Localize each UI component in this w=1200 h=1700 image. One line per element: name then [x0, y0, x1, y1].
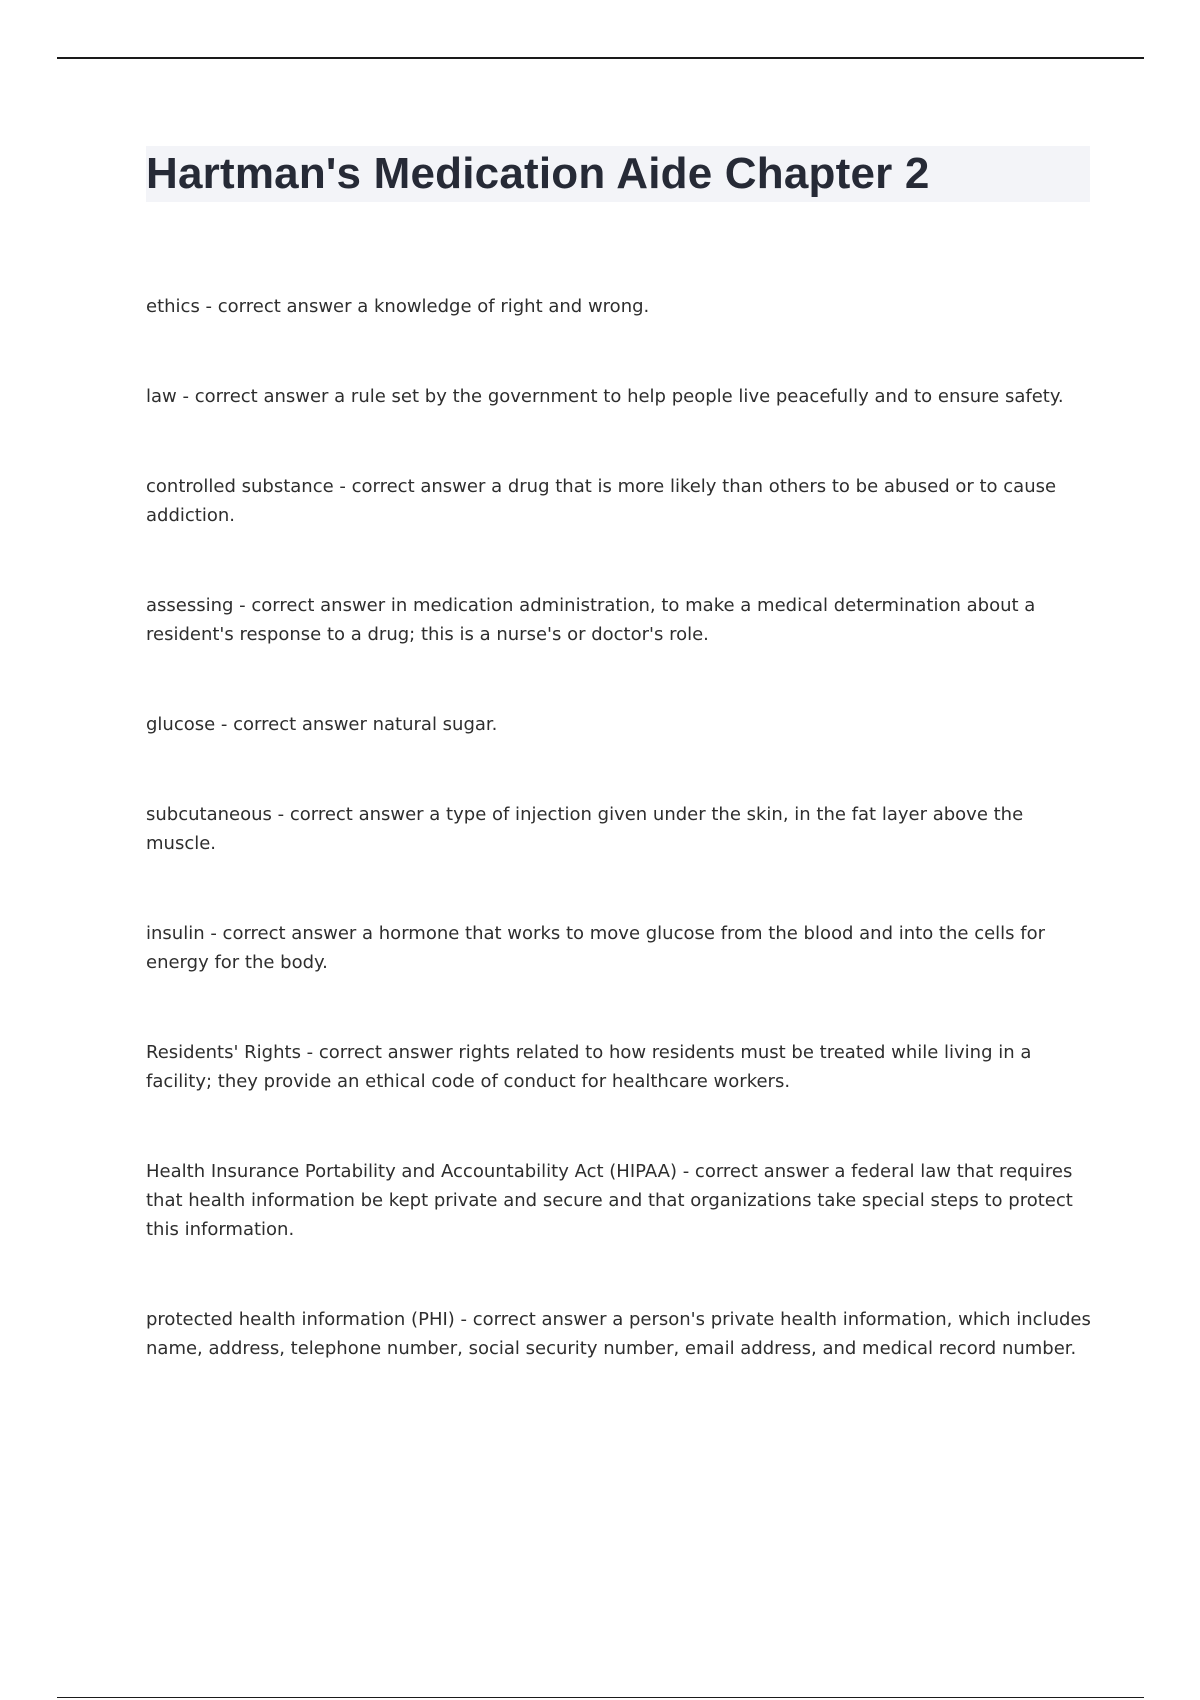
bottom-rule [57, 1697, 1144, 1698]
term-entry: insulin - correct answer a hormone that works to move glucose from the blood and into the cells for energy for the body. [146, 923, 1046, 973]
term-entry: ethics - correct answer a knowledge of right and wrong. [146, 296, 650, 317]
term-entry: glucose - correct answer natural sugar. [146, 714, 498, 735]
term-entry: controlled substance - correct answer a drug that is more likely than others to be abused or to cause addiction. [146, 476, 1057, 526]
term-entry: Health Insurance Portability and Accountability Act (HIPAA) - correct answer a federal law that requires that health information be kept private and secure and that organizations take special steps to protect this information. [146, 1161, 1073, 1240]
term-entry: protected health information (PHI) - correct answer a person's private health information, which includes name, address, telephone number, social security number, email address, and medical record number. [146, 1309, 1091, 1359]
term-entry: law - correct answer a rule set by the government to help people live peacefully and to ensure safety. [146, 386, 1064, 407]
term-entry: Residents' Rights - correct answer rights related to how residents must be treated while living in a facility; they provide an ethical code of conduct for healthcare workers. [146, 1042, 1032, 1092]
term-entry: subcutaneous - correct answer a type of injection given under the skin, in the fat layer above the muscle. [146, 804, 1024, 854]
top-rule [57, 57, 1144, 59]
title-banner [146, 146, 1090, 202]
term-entry: assessing - correct answer in medication administration, to make a medical determination about a resident's response to a drug; this is a nurse's or doctor's role. [146, 595, 1036, 645]
term-list [146, 292, 1096, 1424]
page-title: Hartman's Medication Aide Chapter 2 [146, 149, 930, 198]
